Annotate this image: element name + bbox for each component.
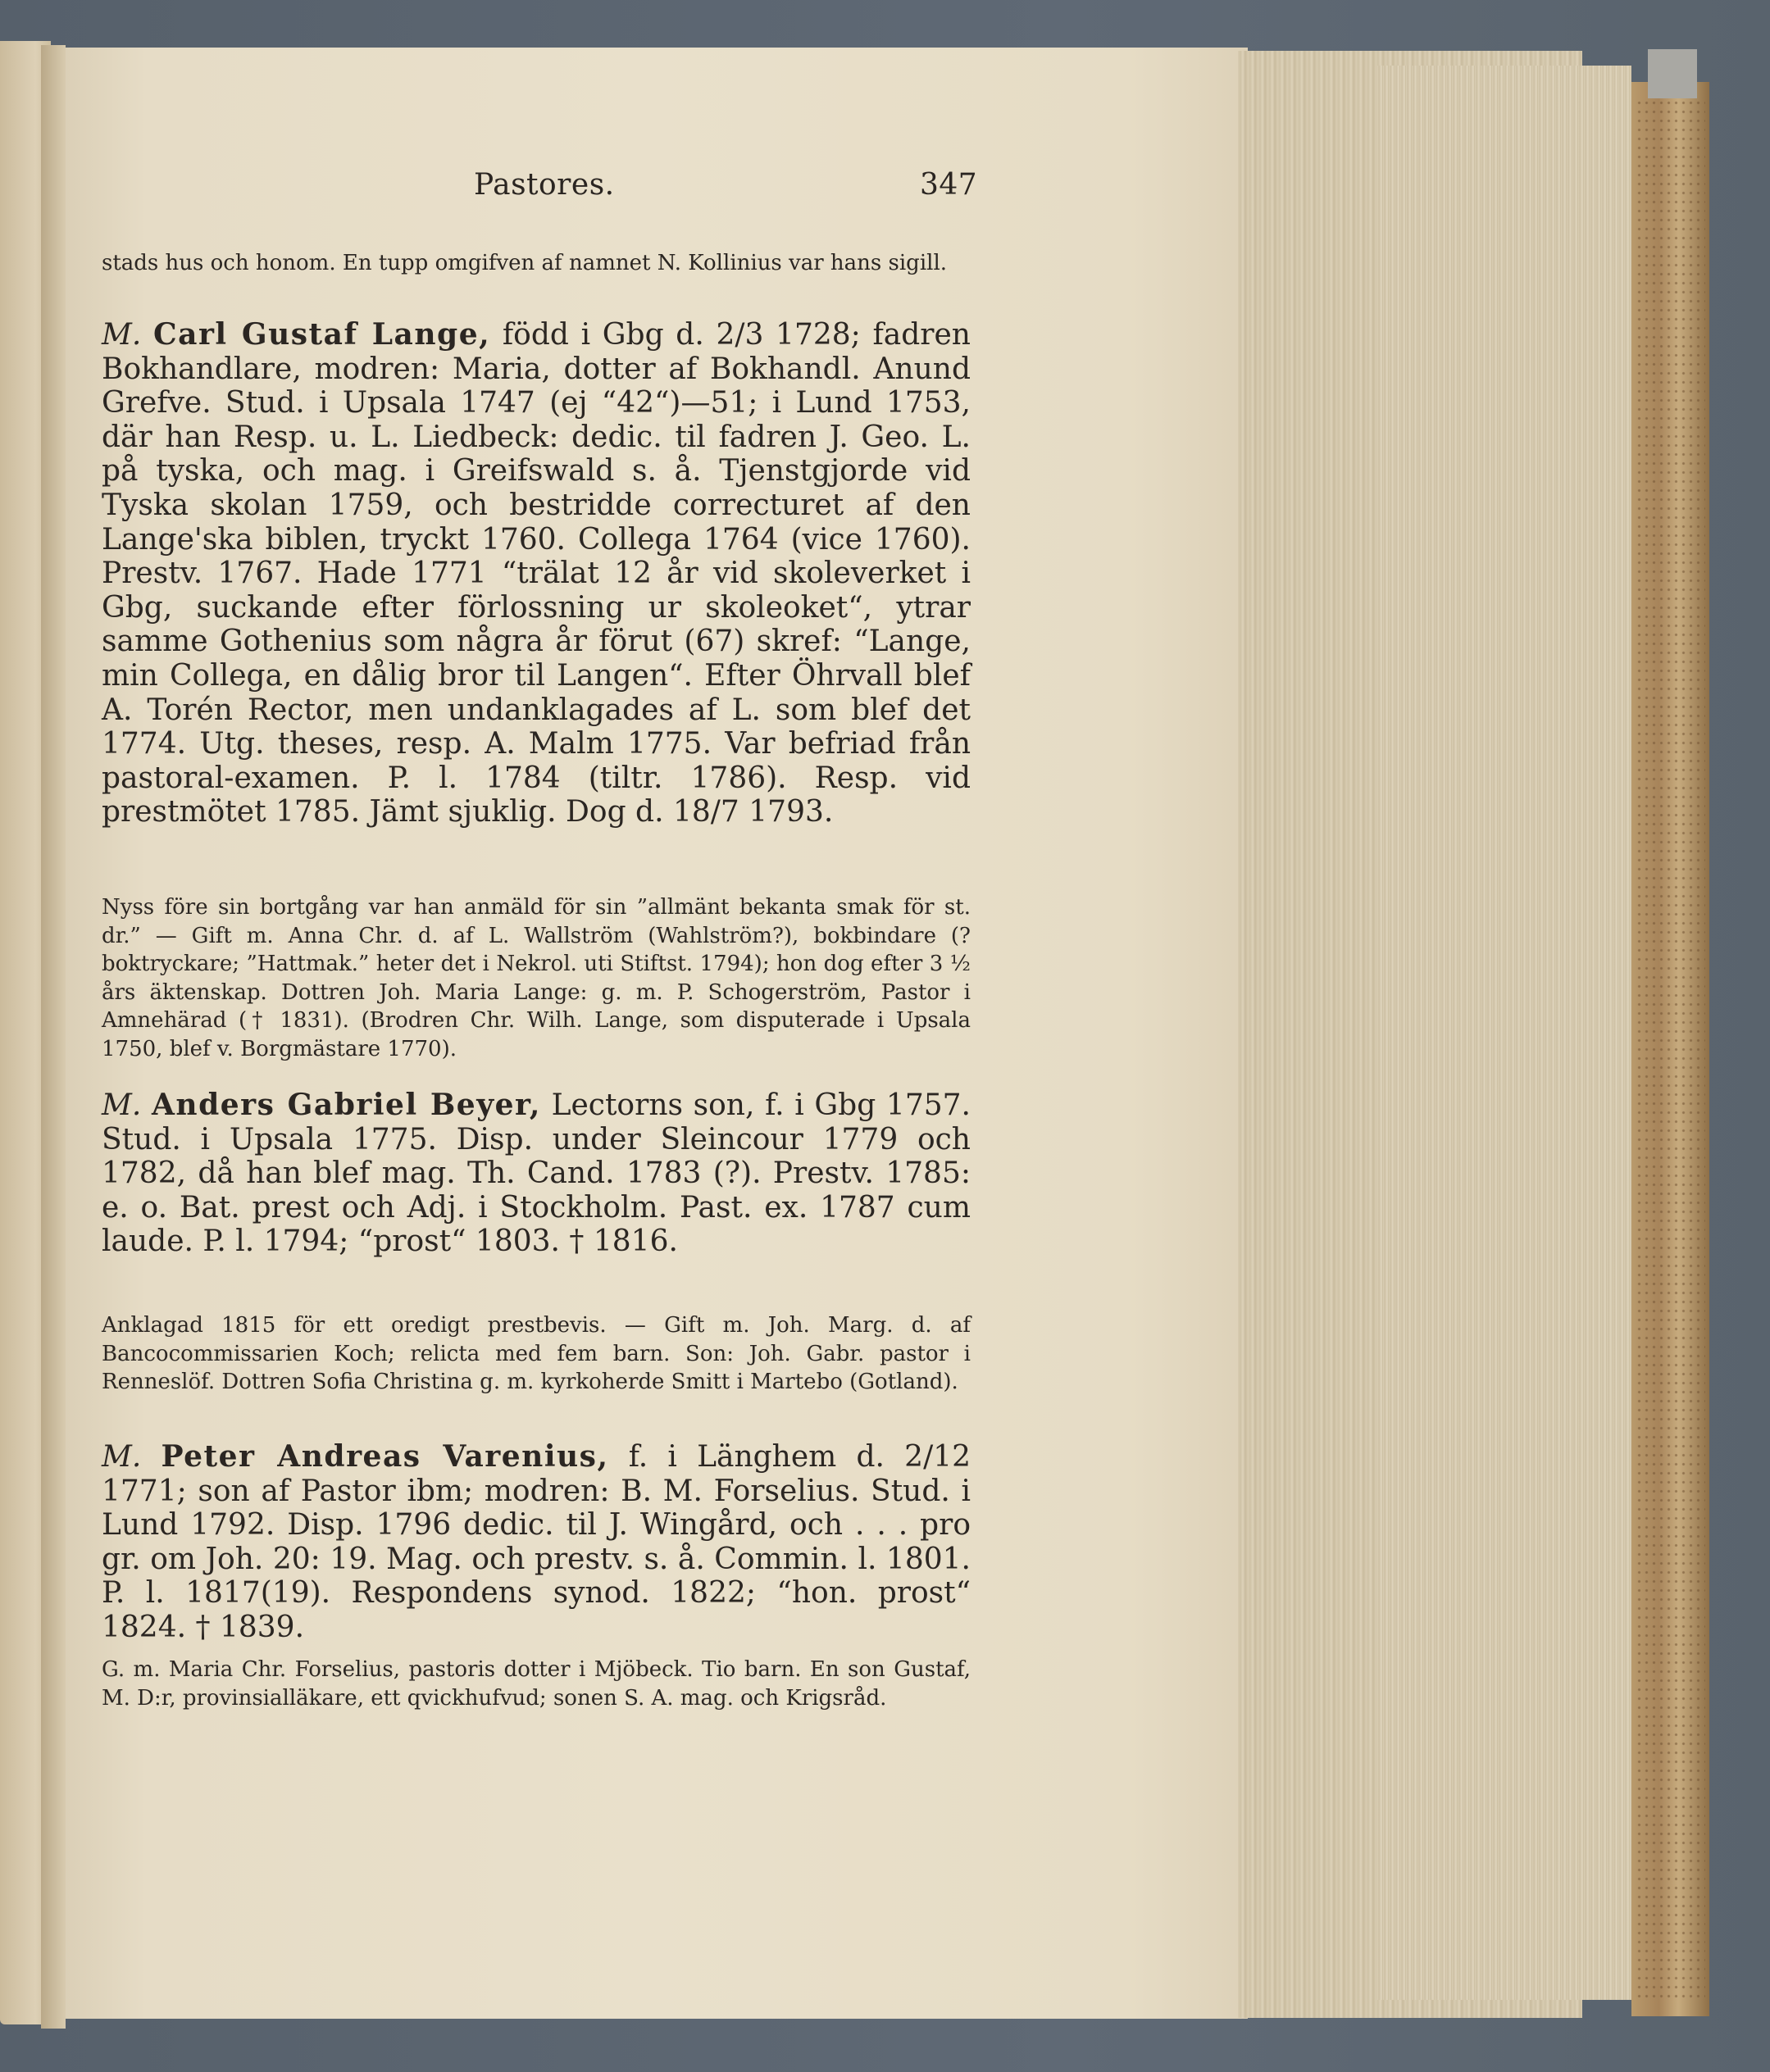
intro-text: stads hus och honom. En tupp omgifven af namnet N. Kollinius var hans sigill. [102, 251, 948, 275]
running-head: Pastores. [474, 168, 615, 202]
entry-name: Peter Andreas Varenius, [161, 1439, 609, 1474]
entry-name: Anders Gabriel Beyer, [151, 1088, 541, 1122]
entry-title: M. [102, 318, 142, 352]
page-edges-inner [1377, 66, 1631, 2000]
note-beyer: Anklagad 1815 för ett oredigt prestbevis. — Gift m. Joh. Marg. d. af Bancocommissarien Koch; relicta med fem barn. Son: Joh. Gabr. pastor i Renneslöf. Dottren Sofia Christina g. m. kyrkoherde Smitt i Martebo (Gotland). [102, 1313, 971, 1394]
entry-lange [102, 318, 971, 829]
page-number: 347 [920, 168, 978, 202]
gutter [41, 45, 66, 2029]
cover-corner [1648, 49, 1697, 98]
note-varenius: G. m. Maria Chr. Forselius, pastoris dotter i Mjöbeck. Tio barn. En son Gustaf, M. D:r, provinsialläkare, ett qvickhufvud; sonen S. A. mag. och Krigsråd. [102, 1657, 971, 1711]
entry-body: f. i Länghem d. 2/12 1771; son af Pastor ibm; modren: B. M. Forselius. Stud. i Lund 1792. Disp. 1796 dedic. til J. Wingård, och . . . pro gr. om Joh. 20: 19. Mag. och prestv. s. å. Commin. l. 1801. P. l. 1817(19). Respondens synod. 1822; “hon. prost“ 1824. † 1839. [102, 1440, 971, 1644]
entry-title: M. [102, 1440, 142, 1474]
note-lange: Nyss före sin bortgång var han anmäld för sin ”allmänt bekanta smak för st. dr.” — Gift m. Anna Chr. d. af L. Wallström (Wahlström?), bokbindare (?boktryckare; ”Hattmak.” heter det i Nekrol. uti Stiftst. 1794); hon dog efter 3 ½ års äktenskap. Dottren Joh. Maria Lange: g. m. P. Schogerström, Pastor i Amnehärad († 1831). (Brodren Chr. Wilh. Lange, som disputerade i Upsala 1750, blef v. Borgmästare 1770). [102, 895, 971, 1061]
entry-body: född i Gbg d. 2/3 1728; fadren Bokhandlare, modren: Maria, dotter af Bokhandl. Anund Grefve. Stud. i Upsala 1747 (ej “42“)—51; i Lund 1753, där han Resp. u. L. Liedbeck: dedic. til fadren J. Geo. L. på tyska, och mag. i Greifswald s. å. Tjenstgjorde vid Tyska skolan 1759, och bestridde correcturet af den Lange'ska biblen, tryckt 1760. Collega 1764 (vice 1760). Prestv. 1767. Hade 1771 “trälat 12 år vid skoleverket i Gbg, suckande efter förlossning ur skoleoket“, ytrar samme Gothenius som några år förut (67) skref: “Lange, min Collega, en dålig bror til Langen“. Efter Öhrvall blef A. Torén Rector, men undanklagades af L. som blef det 1774. Utg. theses, resp. A. Malm 1775. Var befriad från pastoral-examen. P. l. 1784 (tiltr. 1786). Resp. vid prestmötet 1785. Jämt sjuklig. Dog d. 18/7 1793. [102, 318, 971, 829]
entry-varenius [102, 1440, 971, 1645]
entry-beyer [102, 1088, 971, 1259]
entry-title: M. [102, 1088, 142, 1122]
cover-texture [1636, 98, 1705, 2000]
entry-name: Carl Gustaf Lange, [152, 317, 491, 352]
entry-body: Lectorns son, f. i Gbg 1757. Stud. i Upsala 1775. Disp. under Sleincour 1779 och 1782, då han blef mag. Th. Cand. 1783 (?). Prestv. 1785: e. o. Bat. prest och Adj. i Stockholm. Past. ex. 1787 cum laude. P. l. 1794; “prost“ 1803. † 1816. [102, 1088, 971, 1259]
